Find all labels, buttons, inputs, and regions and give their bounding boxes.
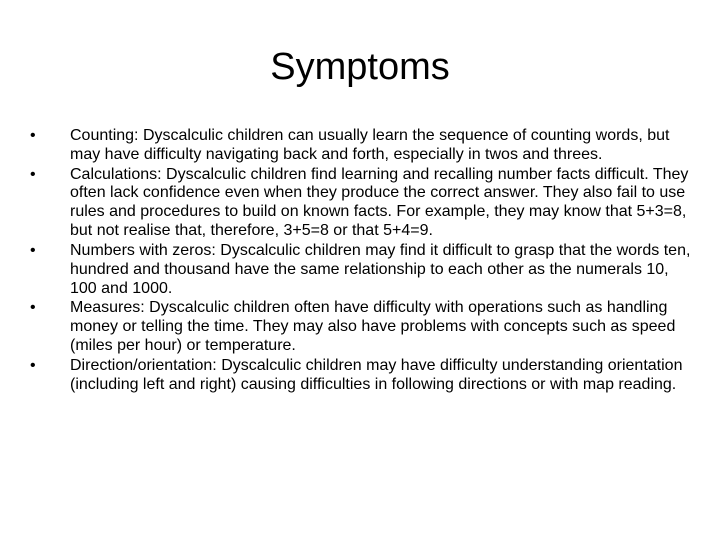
bullet-text: Direction/orientation: Dyscalculic children may have difficulty understanding orientation (including left and right) causing difficulties in following directions or with map reading. — [70, 356, 683, 393]
bullet-icon: • — [30, 356, 36, 374]
bullet-text: Calculations: Dyscalculic children find learning and recalling number facts difficult. They often lack confidence even when they produce the correct answer. They also fail to use rules and procedures to build on known facts. For example, they may know that 5+3=8, but not realise that, therefore, 3+5=8 or that 5+4=9. — [70, 165, 689, 240]
bullet-icon: • — [30, 165, 36, 183]
bullet-icon: • — [30, 241, 36, 259]
bullet-item-measures — [30, 299, 695, 356]
bullet-text: Measures: Dyscalculic children often have difficulty with operations such as handling money or telling the time. They may also have problems with concepts such as speed (miles per hour) or temperature. — [70, 299, 676, 355]
bullet-item-counting — [30, 127, 695, 165]
bullet-item-direction-orientation — [30, 357, 695, 395]
bullet-item-numbers-with-zeros — [30, 242, 695, 299]
bullet-text: Numbers with zeros: Dyscalculic children may find it difficult to grasp that the words ten, hundred and thousand have the same relationship to each other as the numerals 10, 100 and 1000. — [70, 241, 691, 297]
bullet-icon: • — [30, 299, 36, 317]
bullet-icon: • — [30, 127, 36, 144]
bullet-text: Counting: Dyscalculic children can usually learn the sequence of counting words, but may have difficulty navigating back and forth, especially in twos and threes. — [70, 127, 670, 163]
bullet-list — [30, 127, 695, 395]
bullet-item-calculations — [30, 166, 695, 242]
slide-title: Symptoms — [270, 46, 450, 88]
